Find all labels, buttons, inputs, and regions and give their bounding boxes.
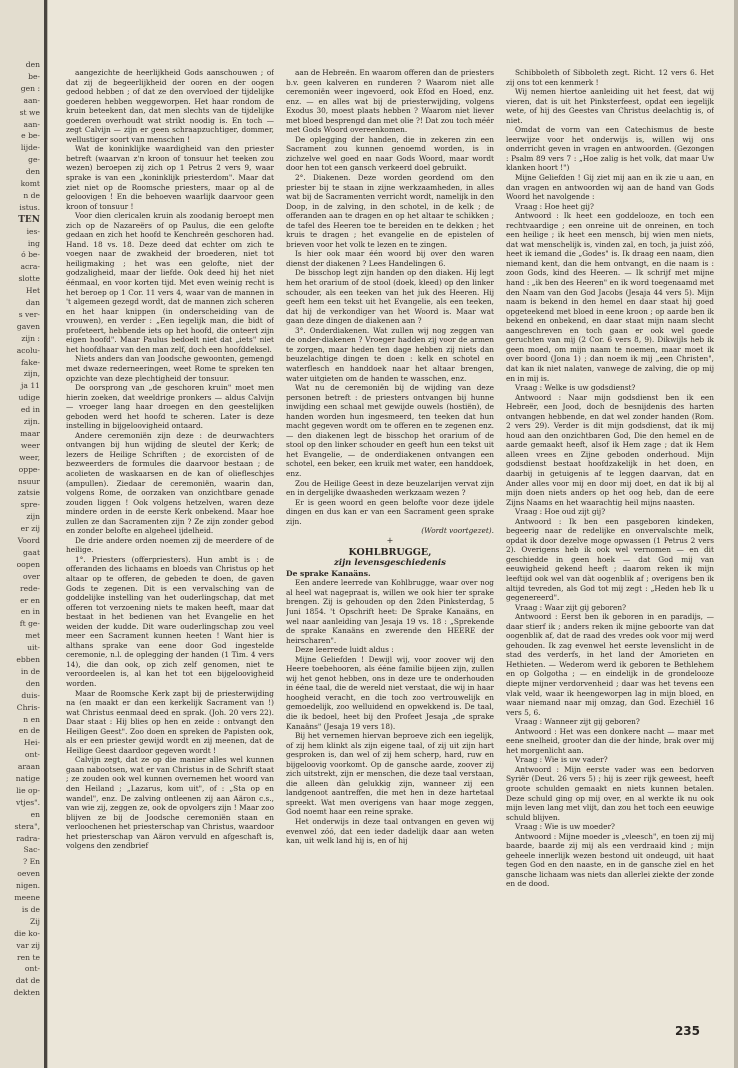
- paragraph: Omdat de vorm van een Catechismus de beste leerwijze voor het onderwijs is, willen wij ons onderricht geven in vragen en antwoorden. (Gezongen : Psalm 89 vers 7 : „Hoe zalig is het volk, dat maar Uw klanken hoort !"): [506, 125, 714, 173]
- paragraph: Wat de koninklijke waardigheid van den priester betreft (waarvan z'n kroon of tonsuur het teeken zou wezen) beroepen zij zich op 1 Petrus 2 vers 9, waar sprake is van een „koninklijk priesterdom". Maar dat ziet niet op de Roomsche priesters, maar op al de geloovigen ! En die behoeven waarlijk daarvoor geen kroon of tonsuur !: [66, 144, 274, 211]
- margin-fragment: n en: [23, 714, 40, 724]
- qa-line: Antwoord : Naar mijn godsdienst ben ik een Hebreër, een Jood, doch de besnijdenis des harten ontvangen hebbende, en dat wel zonder handen (Rom. 2 vers 29). Verder is dit mijn godsdienst, dat ik mij houd aan den onzichtbaren God, Die den hemel en de aarde gemaakt heeft, alsof ik Hem zage ; dat ik Hem alleen vrees en Zijne geboden onderhoud. Mijn godsdienst bestaat hoofdzakelijk in het doen, en daarbij in getuigenis af te leggen daarvan, dat en Ander alles voor mij en door mij doet, en dat ik bij al mijn doen niets anders op het oog heb, dan de eere Zijns Naams en het waarachtig heil mijns naasten.: [506, 392, 714, 507]
- margin-fragment: Chris-: [16, 702, 40, 712]
- qa-line: Vraag : Welke is uw godsdienst?: [515, 383, 636, 393]
- paragraph: Zou de Heilige Geest in deze beuzelarijen vervat zijn en in dergelijke dwaasheden werkzaam wezen ?: [286, 478, 494, 498]
- margin-fragment: natige: [15, 774, 40, 783]
- margin-fragment: lie op-: [16, 785, 40, 795]
- column-1: [66, 68, 274, 1028]
- margin-fragment: lijde-: [20, 143, 40, 153]
- paragraph: Mijne Geliefden ! Dewijl wij, voor zoover wij den Heere toebehooren, als ééne familie bijeen zijn, zullen wij het genot hebben, ons in deze ure te onderhouden in ééne taal, die de wereld niet verstaat, die wij in haar hoogheid veracht, en die toch zoo vertrouwelijk en gemoedelijk, zoo welluidend en opwekkend is. De taal, die ik bedoel, heet bij den Profeet Jesaja „de sprake Kanaäns" (Jesaja 19 vers 18).: [286, 654, 494, 731]
- margin-fragment: acolu-: [16, 345, 40, 355]
- paragraph: aangezichte de heerlijkheid Gods aanschouwen ; of dat zij de begeerlijkheid der ooren en der oogen gedood hebben ; of dat ze den overvloed der tijdelijke goederen hebben weggeworpen. Het haar rondom de kruin beteekent dan, dat men slechts van de tijdelijke goederen overhoudt wat strikt noodig is. En toch — zegt Calvijn — zijn er geen schraapzuchtiger, dommer, wellustiger soort van menschen !: [66, 68, 274, 144]
- margin-fragment: ja 11: [21, 381, 40, 391]
- margin-fragment: weer: [20, 440, 40, 450]
- margin-fragment: ebben: [16, 655, 40, 664]
- margin-fragment: ont-: [24, 964, 40, 974]
- margin-fragment: spre-: [20, 500, 40, 510]
- margin-fragment: dan: [25, 298, 40, 307]
- paragraph: Er is geen woord en geen belofte voor deze ijdele dingen en dus kan er van een Sacrament geen sprake zijn.: [286, 497, 494, 526]
- margin-fragment: zijn: [26, 512, 40, 522]
- margin-fragment: den: [25, 167, 40, 177]
- margin-fragment: ont-: [24, 750, 40, 760]
- margin-fragment: ing: [27, 238, 40, 248]
- page-number: 235: [674, 1024, 700, 1038]
- margin-fragment: Hei-: [23, 738, 40, 748]
- paragraph: Maar de Roomsche Kerk zapt bij de priesterwijding na (en maakt er dan een kerkelijk Sacrament van !) wat Christus eenmaal deed en sprak. (Joh. 20 vers 22). Daar staat : Hij blies op hen en zeide : ontvangt den Heiligen Geest". Zoo doen en spreken de Papisten ook, als er een priester gewijd wordt en zij meenen, dat de Heilige Geest daardoor gegeven wordt !: [66, 688, 274, 755]
- margin-fragment: en: [30, 809, 40, 819]
- margin-fragment: maar: [20, 428, 40, 438]
- margin-fragment: dat de: [15, 976, 40, 986]
- margin-fragment: den: [25, 678, 40, 688]
- margin-fragment: radra-: [16, 833, 40, 843]
- paragraph: 2°. Diakenen. Deze worden geordend om den priester bij te staan in zijne werkzaamheden, in alles wat bij de Sacramenten verricht wordt, namelijk in den Doop, in de zalving, in den schotel, in de kelk ; de offeranden aan te dragen en op het altaar te schikken ; de tafel des Heeren toe te bereiden en te dekken ; het kruis te dragen ; het evangelie en de epistelen of brieven voor het volk te lezen en te zingen.: [286, 173, 494, 249]
- paragraph: Bij het vernemen hiervan beproeve zich een iegelijk, of zij hem klinkt als zijn eigene taal, of zij uit zijn hart gesproken is, dan wel of zij hem scherp, hard, ruw en bijgeloovig voorkomt. Op de gansche aarde, zoover zij zich uitstrekt, zijn er menschen, die deze taal verstaan, die alleen dàn gelukkig zijn, wanneer zij een landgenoot aantreffen, die met hen in deze hartetaal spreekt. Wat men overigens van haar moge zeggen, God noemt haar een reine sprake.: [286, 731, 494, 817]
- qa-line: Antwoord : Mijn eerste vader was een bedorven Syriër (Deut. 26 vers 5) ; hij is zeer rijk geweest, heeft groote schulden gemaakt en niets kunnen betalen. Deze schuld ging op mij over, en al werkte ik nu ook mijn leven lang met vlijt, dan zou het toch een eeuwige schuld blijven.: [506, 764, 714, 822]
- paragraph: aan de Hebreën. En waarom offeren dan de priesters b.v. geen kalveren en runderen ? Waarom niet alle ceremoniën weer ingevoerd, ook Efod en Hoed, enz. enz. — en alles wat bij de priesterwijding, volgens Exodus 30, moest plaats hebben ? Waarom niet liever met bloed besprengd dan met olie ?! Dat zou toch méér met Gods Woord overeenkomen.: [286, 68, 494, 135]
- paragraph: Is hier ook maar één woord bij over den waren dienst der diakenen ? Lees Handelingen 6.: [286, 249, 494, 268]
- paragraph: Andere ceremoniën zijn deze : de deurwachters ontvangen bij hun wijding de sleutel der Kerk; de lezers de Heilige Schriften ; de exorcisten of de bezweerders de formules die daarvoor bestaan ; de acolieten de waskaarsen en de kan of oliefleschjes (ampullen). Ziedaar de ceremoniën, waarin dan, volgens Rome, de oorzaken van onzichtbare genade zouden liggen ! Ook volgens hetzelven, waren deze mindere orden in de eerste Kerk onbekend. Maar hoe zullen ze dan Sacramenten zijn ? Ze zijn zonder gebod en zonder belofte en algeheel ijdelheid.: [66, 430, 274, 536]
- margin-fragment: en de: [18, 726, 40, 736]
- margin-fragment: oeven: [17, 869, 40, 879]
- margin-fragment: zijn,: [23, 369, 40, 379]
- margin-fragment: komt: [20, 179, 40, 188]
- margin-fragment: ó be-: [21, 250, 40, 260]
- margin-fragment: aan-: [23, 95, 40, 105]
- margin-fragment: Sac-: [23, 845, 40, 855]
- margin-fragment: acra-: [20, 262, 40, 272]
- paragraph: De bisschop legt zijn handen op den diaken. Hij legt hem het orarium of de stool (doek, kleed) op den linker schouder, als een teeken van het juk des Heeren. Hij geeft hem een tekst uit het Evangelie, als een teeken, dat hij de verkondiger van het Woord is. Maar wat gaan deze dingen de diakenen aan ?: [286, 268, 494, 326]
- margin-fragment: over: [23, 571, 40, 581]
- column-2: [286, 68, 494, 1028]
- margin-fragment: weer,: [19, 452, 40, 462]
- margin-fragment: ge-: [28, 155, 40, 165]
- margin-fragment: zatsie: [17, 488, 40, 498]
- article-subtitle: zijn levensgeschiedenis: [334, 557, 446, 568]
- paragraph: Voor dien clericalen kruin als zoodanig beroept men zich op de Nazareërs of op Paulus, die een gelofte gedaan en zich het hoofd te Kenchreën geschoren had. Hand. 18 vs. 18. Deze deed dat echter om zich te voegen naar de zwakheid der broederen, niet tot heiligmaking ; het was een gelofte, niet der godzaligheid, maar der liefde. Ook deed hij het niet éénmaal, en voor korten tijd. Met even weinig recht is het beroep op 1 Cor. 11 vers 4, waar van de mannen in 't algemeen gezegd wordt, dat de mannen zich scheren en het haar knippen (in onderscheiding van de vrouwen), en verder : „Een iegelijk man, die bidt of profeteert, hebbende iets op het hoofd, die onteert zijn eigen hoofd". Maar Paulus bedoelt niet dat „iets" niet het hoofdhaar van den man zelf, doch een hoofddeksel.: [66, 211, 274, 354]
- paragraph: Mijne Geliefden ! Gij ziet mij aan en ik zie u aan, en dan vragen en antwoorden wij aan de hand van Gods Woord het navolgende :: [506, 173, 714, 202]
- cross-ornament: +: [386, 535, 394, 545]
- margin-fragment: gaven: [16, 321, 40, 331]
- qa-line: Vraag : Hoe heet gij?: [515, 201, 594, 211]
- paragraph: Deze leerrede luidt aldus :: [295, 645, 394, 655]
- continuation-note: (Wordt voortgezet).: [421, 526, 494, 536]
- margin-fragment: udige: [18, 393, 40, 403]
- paragraph: Niets anders dan van Joodsche gewoonten, gemengd met dwaze rederneeringen, weet Rome te spreken ten opzichte van deze plechtigheid der tonsuur.: [66, 354, 274, 383]
- paragraph: De drie andere orden noemen zij de meerdere of de heilige.: [66, 535, 274, 555]
- qa-line: Vraag : Wie is uw moeder?: [515, 822, 615, 832]
- paragraph: Een andere leerrede van Kohlbrugge, waar over nog al heel wat nagepraat is, willen we ook hier ter sprake brengen. Zij is gehouden op den 2den Pinksterdag, 5 Juni 1854. 't Opschrift heet: De Sprake Kanaäns, en wel naar aanleiding van Jesaja 19 vs. 18 : „Sprekende de sprake Kanaäns en zwerende den HEERE der heirscharen".: [286, 578, 494, 645]
- section-label: De sprake Kanaäns.: [286, 568, 371, 578]
- margin-fragment: met: [25, 631, 40, 641]
- margin-fragment: s ver-: [18, 309, 40, 319]
- margin-fragment: vtjes".: [16, 797, 40, 807]
- margin-fragment: gen :: [20, 83, 40, 93]
- paragraph: Het onderwijs in deze taal ontvangen en geven wij evenwel zóó, dat een ieder dadelijk daar aan weten kan, uit welk land hij is, en of hij: [286, 817, 494, 846]
- margin-fragment: be-: [28, 71, 40, 81]
- margin-fragment: aan-: [23, 119, 40, 129]
- margin-fragment: gaat: [23, 547, 40, 557]
- margin-fragment: istus.: [19, 202, 40, 212]
- margin-fragment: ed in: [20, 405, 40, 415]
- margin-fragment: stera",: [14, 821, 40, 831]
- previous-page-margin: [0, 0, 47, 1068]
- margin-fragment: Het: [25, 286, 40, 296]
- margin-fragment: nigen.: [16, 881, 40, 891]
- margin-fragment: rede-: [19, 583, 40, 593]
- margin-fragment: Voord: [17, 536, 40, 545]
- newspaper-page: [48, 0, 734, 1068]
- margin-fragment: meene: [14, 893, 40, 902]
- margin-fragment: die ko-: [14, 928, 40, 938]
- qa-line: Antwoord : Ik ben een pasgeboren kindeken, begeerig naar de redelijke en onvervalschte melk, opdat ik door dezelve moge opwassen (1 Petrus 2 vers 2). Overigens heb ik ook wel vernomen — en dit geschiedde in geen hoek — dat God mij van eeuwigheid gekend heeft ; daarom reken ik mijn leeftijd ook wel van dàt oogenblik af ; overigens ben ik altijd tevreden, als God tot mij zegt : „Heden heb Ik u gegenereerd".: [506, 516, 714, 603]
- margin-fragment: oppe-: [18, 464, 40, 474]
- margin-fragment: n de: [23, 190, 40, 200]
- paragraph: 1°. Priesters (offerpriesters). Hun ambt is : de offeranden des lichaams en bloeds van Christus op het altaar op te offeren, de gebeden te doen, de gaven Gods te zegenen. Dit is een vervalsching van de goddelijke instelling van het ouderlingschap, dat met offeren tot verzoening niets te maken heeft, maar dat bestaat in het bedienen van het Evangelie en het weiden der kudde. Dit ware ouderlingschap zou veel meer een Sacrament kunnen heeten ! Want hier is althans sprake van eene door God ingestelde ceremonie, n.l. de oplegging der handen (1 Tim. 4 vers 14), die dan ook, op zich zelf genomen, niet te veroordeelen is, al kan het tot een bijgeloovigheid worden.: [66, 554, 274, 688]
- margin-fragment: uit-: [27, 643, 40, 653]
- margin-fragment: e be-: [21, 131, 40, 141]
- margin-fragment: er zij: [20, 524, 40, 534]
- margin-fragment: ies-: [26, 226, 40, 236]
- margin-fragment: var zij: [16, 940, 40, 950]
- margin-fragment: is de: [21, 904, 40, 914]
- margin-fragment: Zij: [29, 916, 40, 926]
- qa-line: Vraag : Wanneer zijt gij geboren?: [515, 717, 640, 727]
- margin-fragment: araan: [17, 762, 40, 772]
- margin-fragment: den: [25, 60, 40, 69]
- qa-line: Vraag : Hoe oud zijt gij?: [515, 507, 606, 517]
- margin-fragment: in de: [20, 666, 40, 676]
- qa-line: Antwoord : Het was een donkere nacht — maar met eene snelheid, grooter dan die der hinde, brak over mij het morgenlicht aan.: [506, 726, 714, 755]
- margin-fragment: zijn :: [21, 333, 40, 343]
- margin-fragment: oopen: [16, 559, 40, 569]
- paragraph: Calvijn zegt, dat ze op die manier alles wel kunnen gaan nabootsen, wat er van Christus in de Schrift staat ; ze zouden ook wel kunnen overnemen het woord van den Heiland ; „Lazarus, kom uit", of : „Sta op en wandel", enz. De zalving ontleenen zij aan Aäron c.s., van wie zij, zeggen ze, ook de opvolgers zijn ! Maar zoo blijven ze bij de Joodsche ceremoniën staan en verloochenen het priesterschap van Christus, waardoor het priesterschap van Aäron vervuld en afgeschaft is, volgens den zendbrief: [66, 755, 274, 851]
- margin-fragment: ren te: [17, 952, 40, 962]
- qa-line: Vraag : Wie is uw vader?: [515, 755, 608, 765]
- article-title: KOHLBRUGGE,: [348, 546, 432, 558]
- paragraph: 3°. Onderdiakenen. Wat zullen wij nog zeggen van de onder-diakenen ? Vroeger hadden zij voor de armen te zorgen, maar heden ten dage hebben zij niets dan beuzelachtige dingen te doen : kelk en schotel en waterflesch en handdoek naar het altaar brengen, water uitgieten om de handen te wasschen, enz.: [286, 325, 494, 383]
- margin-fragment: zijn.: [23, 417, 40, 426]
- paragraph: Schibboleth of Sibboleth zegt. Richt. 12 vers 6. Het zij ons tot een kenmerk !: [506, 68, 714, 87]
- paragraph: De oplegging der handen, die in zekeren zin een Sacrament zou kunnen genoemd worden, is in zichzelve wel goed en naar Gods Woord, maar wordt door hen tot een gansch verkeerd doel gebruikt.: [286, 134, 494, 173]
- margin-fragment: dekten: [13, 988, 40, 998]
- margin-fragment: ? En: [23, 857, 40, 867]
- article-columns: [66, 68, 714, 1028]
- margin-fragment: en in: [20, 607, 40, 617]
- margin-fragment: fake-: [21, 357, 40, 367]
- qa-line: Antwoord : Ik heet een goddelooze, en toch een rechtvaardige ; een onreine uit de onreinen, en toch een heilige ; ik heet een mensch, bij wien men niets, dat wat menschelijk is, vinden zal, en toch, ja juist zóó, heet ik iemand die „Godes" is. Ik draag een naam, dien niemand kent, dan die hem ontvangt, en die naam is : zoon Gods, kind des Heeren. — Ik schrijf met mijne hand : „ik ben des Heeren" en ik word toegenaamd met den Naam van den God Jacobs (Jesaja 44 vers 5). Mijn naam is bekend in den hemel en daar staat hij goed opgeteekend met bloed in eene kroon ; op aarde ben ik bekend en onbekend, en daar staat mijn naam slecht aangeschreven en toch gaan er ook wel goede geruchten van mij (2 Cor. 6 vers 8, 9). Dikwijls heb ik geen moed, om mijn naam te noemen, maar moet ik over boord (Jona 1) ; dan noem ik mij „een Christen", dat kan ik niet nalaten, vanwege de zalving, die op mij en in mij is.: [506, 211, 714, 383]
- qa-line: Vraag : Waar zijt gij geboren?: [515, 602, 627, 612]
- margin-fragment: ft ge-: [19, 619, 40, 629]
- column-3: [506, 68, 714, 1028]
- qa-line: Antwoord : Eerst ben ik geboren in en paradijs, — daar stierf ik ; anders reken ik mijne geboorte van dat oogenblik af, dat de raad des vredes ook voor mij werd gehouden. Ik zag evenwel het eerste levenslicht in de stad des verderfs, in het land der Amorieten en Hethieten. — Wederom werd ik geboren te Bethlehem en op Golgotha ; — en eindelijk in de grondelooze diepte mijner verdorvenheid ; daar was het tevens een vlak veld, waar ik heengeworpen lag in mijn bloed, en waar niemand naar mij omzag, dan God. Ezechiël 16 vers 5, 6.: [506, 612, 714, 717]
- margin-fragment: nsuur: [17, 476, 40, 486]
- margin-fragment: duis-: [21, 690, 40, 700]
- margin-fragment: slotte: [18, 274, 40, 284]
- margin-fragment: TEN: [18, 214, 40, 225]
- margin-fragment: er en: [20, 595, 40, 605]
- paragraph: Wat nu de ceremoniën bij de wijding van deze personen betreft : de priesters ontvangen bij hunne inwijding een schaal met gewijde ouwels (hostiën), de handen worden hun ingesmeerd, ten teeken dat hun macht gegeven wordt om te offeren en te zegenen enz. — den diakenen legt de bisschop het orarium of de stool op den linker schouder en geeft hun een tekst uit het Evangelie, — de onderdiakenen ontvangen een schotel, een beker, een kruik met water, een handdoek, enz.: [286, 383, 494, 478]
- paragraph: Wij nemen hiertoe aanleiding uit het feest, dat wij vieren, dat is uit het Pinksterfeest, opdat een iegelijk wete, of hij des Geestes van Christus deelachtig is, of niet.: [506, 87, 714, 125]
- margin-fragment: st we: [19, 107, 40, 117]
- qa-line: Antwoord : Mijne moeder is „vleesch", en toen zij mij baarde, baarde zij mij als een verdraaid kind ; mijn geheele innerlijk wezen bestond uit ondeugd, uit haat tegen God en den naaste, en in de gansche ziel en het gansche lichaam was niets dan allerlei ziekte der zonde en de dood.: [506, 831, 714, 889]
- paragraph: De oorsprong van „de geschoren kruin" moet men hierin zoeken, dat weeldrige pronkers — aldus Calvijn — vroeger lang haar droegen en den geestelijken geboden werd het hoofd te scheren. Later is deze instelling in bijgeloovigheid ontaard.: [66, 383, 274, 431]
